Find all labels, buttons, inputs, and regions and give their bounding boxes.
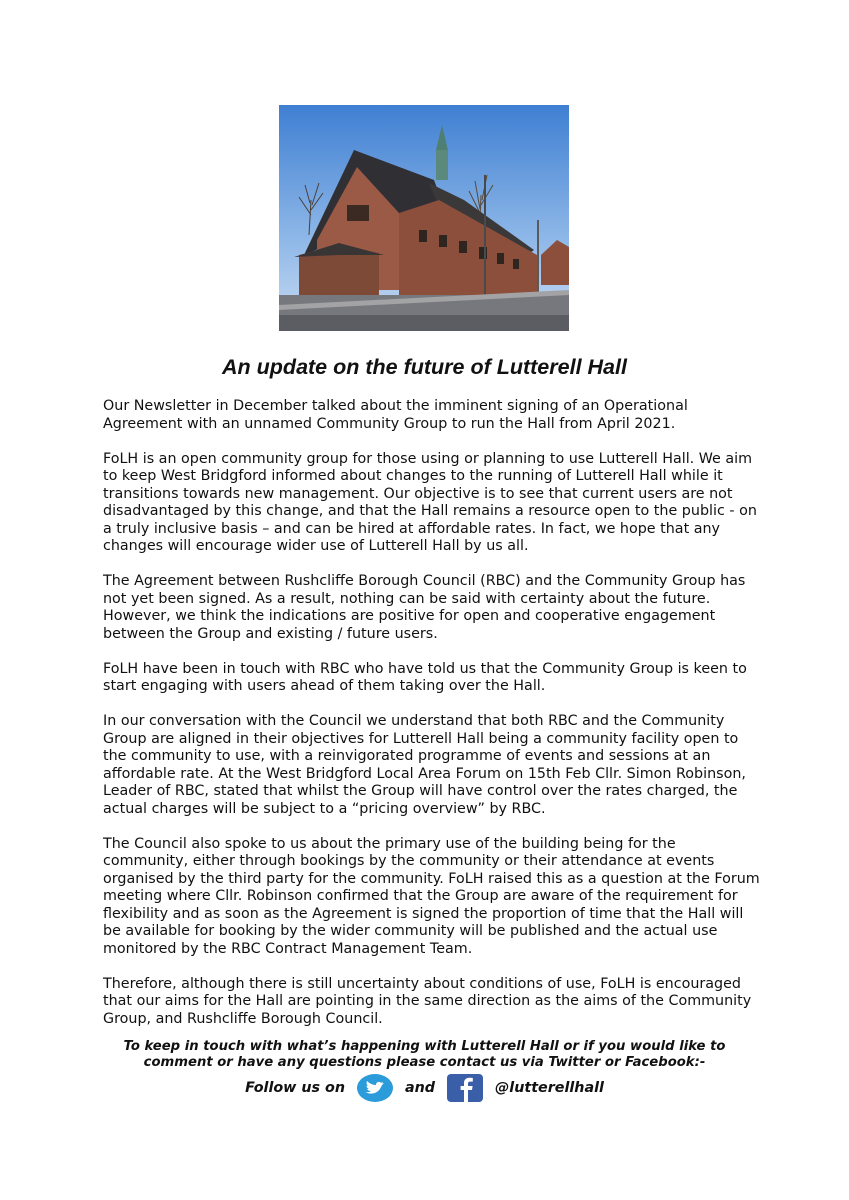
twitter-handle[interactable]: @lutterellhall <box>490 1080 604 1096</box>
contact-note <box>0 1039 849 1071</box>
paragraph: The Council also spoke to us about the primary use of the building being for the community, either through bookings by the community or their attendance at events organised by the third party for the community. FoLH raised this as a question at the Forum meeting where Cllr. Robinson confirmed that the Group are aware of the requirement for flexibility and as soon as the Agreement is signed the proportion of time that the Hall will be available for booking by the wider community will be published and the actual use monitored by the RBC Contract Management Team. <box>103 835 760 957</box>
paragraph: Therefore, although there is still uncertainty about conditions of use, FoLH is encouraged that our aims for the Hall are pointing in the same direction as the aims of the Community Group, and Rushcliffe Borough Council. <box>103 975 752 1027</box>
article-body <box>103 398 763 1046</box>
paragraph: FoLH is an open community group for those using or planning to use Lutterell Hall. We aim to keep West Bridgford informed about changes to the running of Lutterell Hall while it transitions towards new management. Our objective is to see that current users are not disadvantaged by this change, and that the Hall remains a resource open to the public - on a truly inclusive basis – and can be hired at affordable rates. In fact, we hope that any changes will encourage wider use of Lutterell Hall by us all. <box>103 450 757 554</box>
paragraph: Our Newsletter in December talked about the imminent signing of an Operational Agreement with an unnamed Community Group to run the Hall from April 2021. <box>103 398 688 432</box>
contact-line-2: comment or have any questions please contact us via Twitter or Facebook:- <box>143 1055 706 1070</box>
paragraph: In our conversation with the Council we understand that both RBC and the Community Group are aligned in their objectives for Lutterell Hall being a community facility open to the community to use, with a reinvigorated programme of events and sessions at an affordable rate. At the West Bridgford Local Area Forum on 15th Feb Cllr. Simon Robinson, Leader of RBC, stated that whilst the Group will have control over the rates charged, the actual charges will be subject to a “pricing overview” by RBC. <box>103 713 746 817</box>
facebook-icon[interactable] <box>446 1073 484 1103</box>
lutterell-hall-photo <box>279 105 569 331</box>
contact-line-1: To keep in touch with what’s happening with Lutterell Hall or if you would like to <box>123 1039 726 1054</box>
and-text: and <box>400 1080 441 1096</box>
paragraph: The Agreement between Rushcliffe Borough Council (RBC) and the Community Group has not yet been signed. As a result, nothing can be said with certainty about the future. However, we think the indications are positive for open and cooperative engagement between the Group and existing / future users. <box>103 573 746 642</box>
follow-line <box>0 1068 849 1108</box>
follow-prefix: Follow us on <box>245 1080 350 1096</box>
paragraph: FoLH have been in touch with RBC who have told us that the Community Group is keen to start engaging with users ahead of them taking over the Hall. <box>103 660 747 694</box>
page-title: An update on the future of Lutterell Hall <box>222 355 627 379</box>
twitter-icon[interactable] <box>356 1073 394 1103</box>
